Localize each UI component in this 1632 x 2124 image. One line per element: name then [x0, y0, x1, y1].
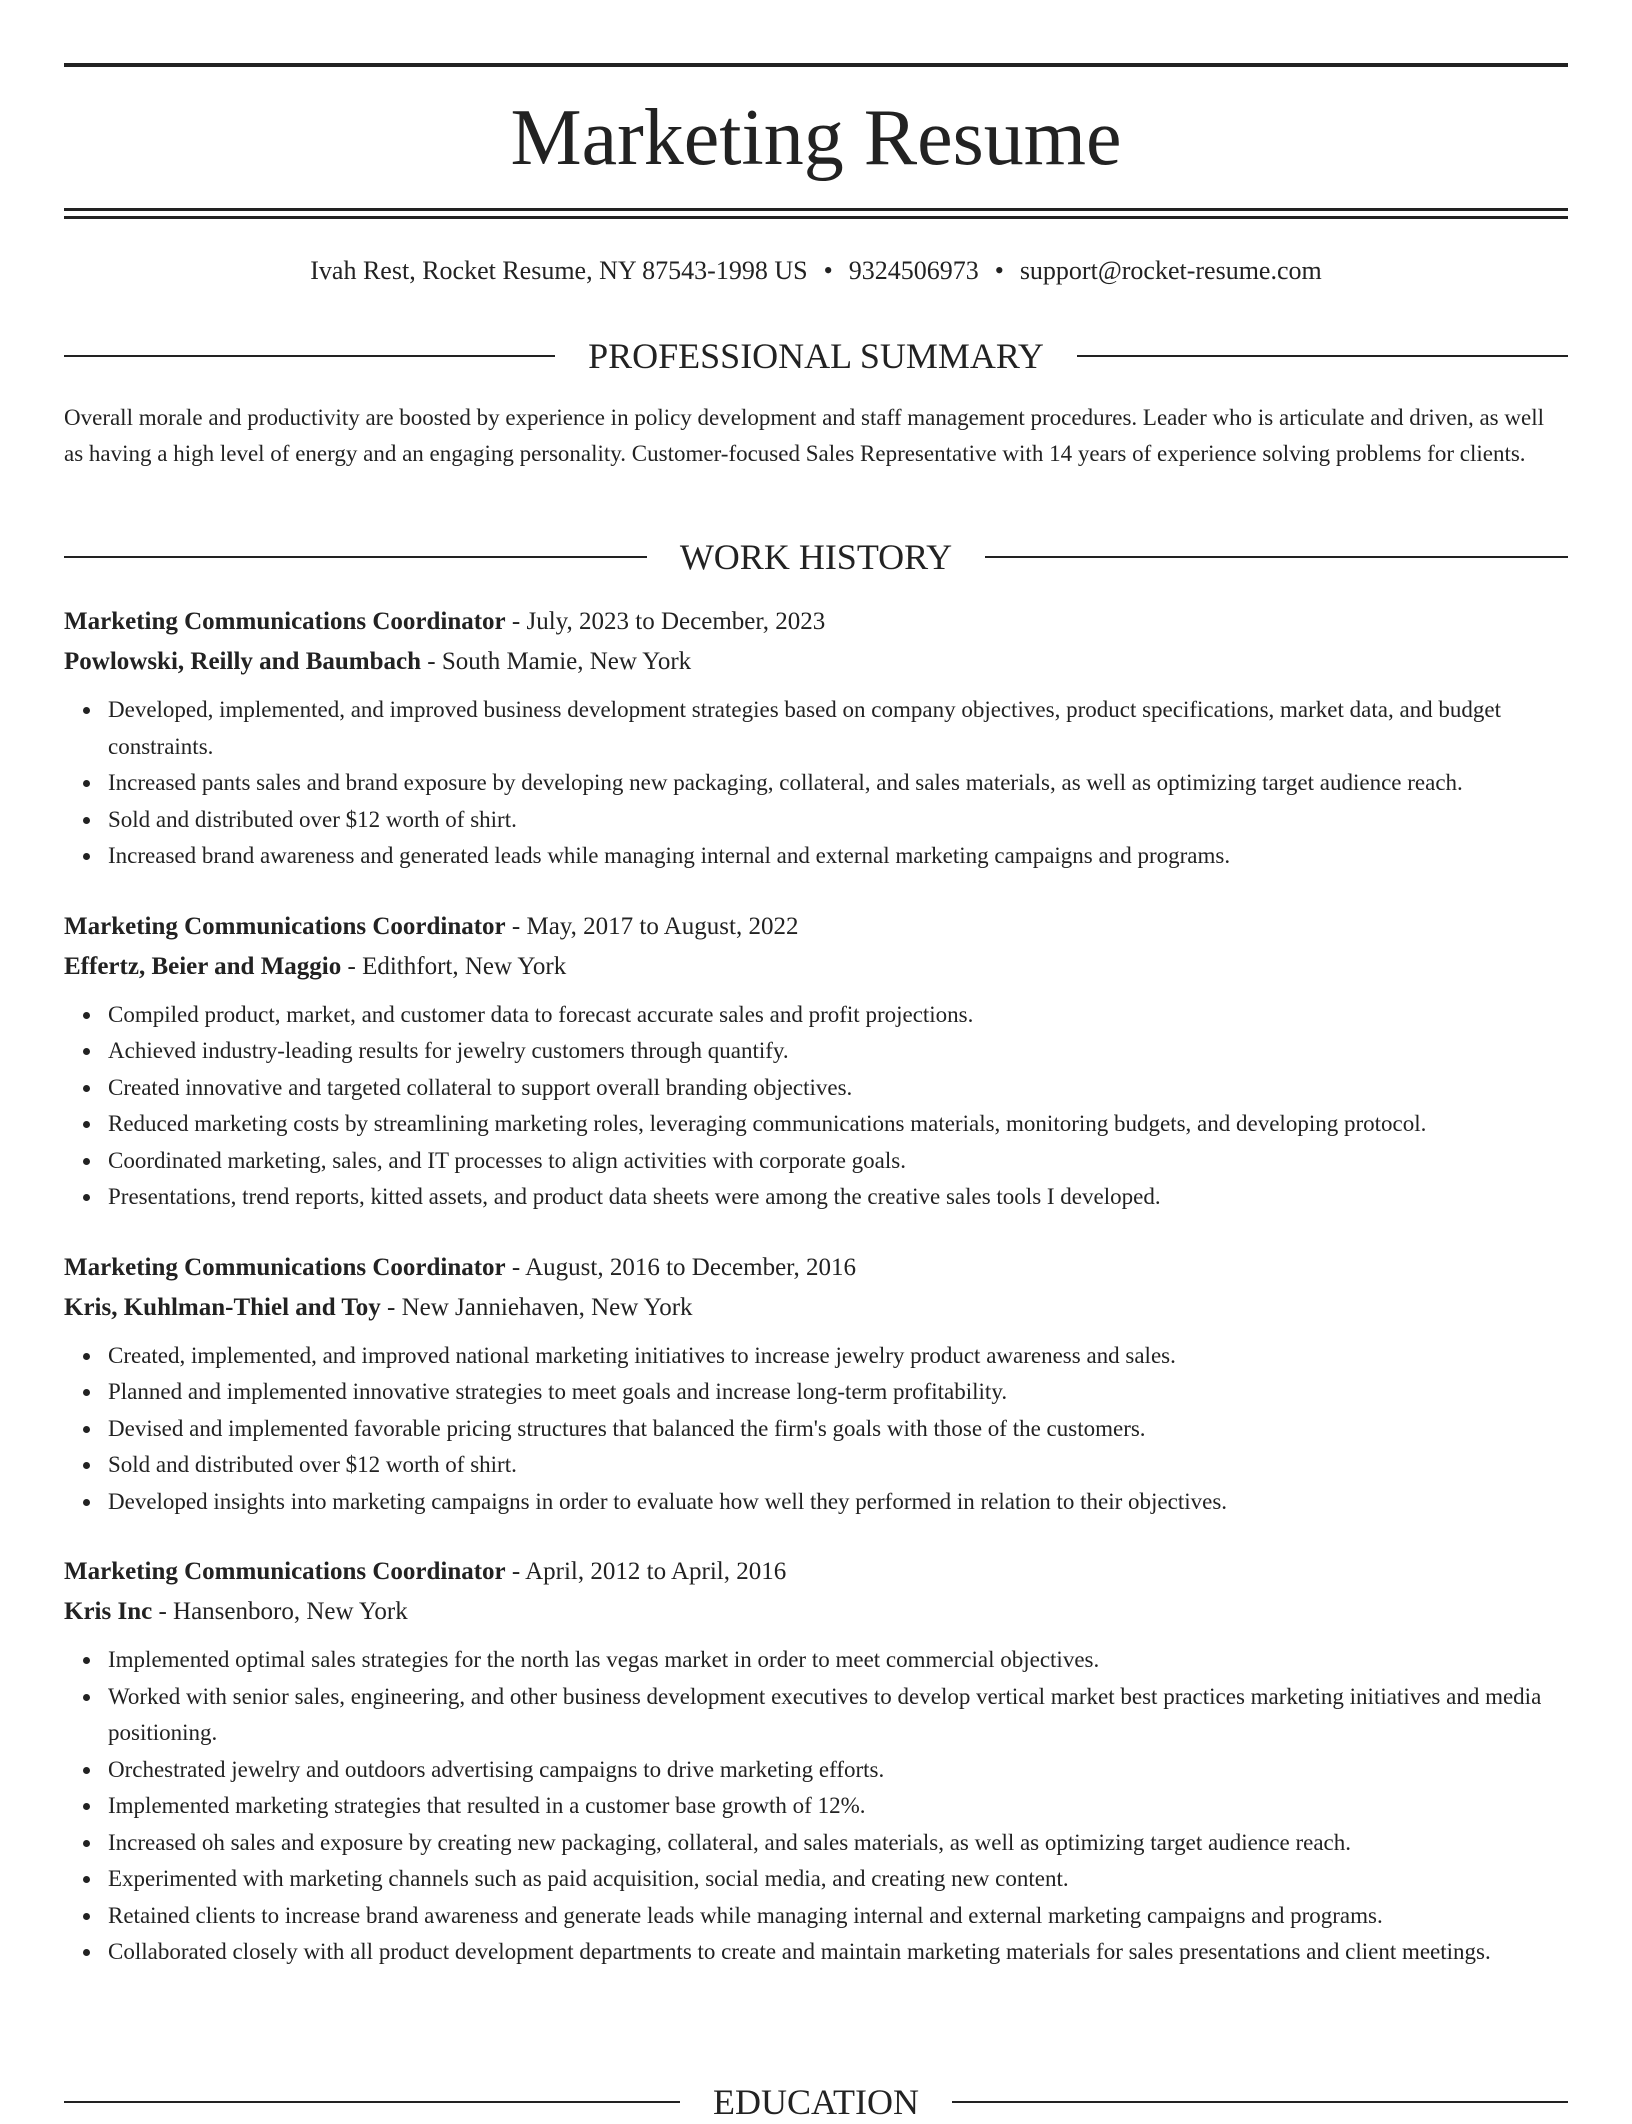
work-history-list: [64, 602, 1568, 2003]
education-heading-label: EDUCATION: [713, 2082, 919, 2122]
job-bullet: Implemented marketing strategies that resulted in a customer base growth of 12%.: [108, 1788, 1568, 1825]
summary-heading-label: PROFESSIONAL SUMMARY: [588, 336, 1044, 376]
education-heading: [64, 2080, 1568, 2124]
job-dates: - August, 2016 to December, 2016: [505, 1253, 856, 1281]
job-bullet: Orchestrated jewelry and outdoors advertising campaigns to drive marketing efforts.: [108, 1752, 1568, 1789]
heading-rule-right: [985, 556, 1568, 558]
heading-rule-left: [64, 556, 647, 558]
job-entry: [64, 602, 1568, 875]
job-bullets: [64, 997, 1568, 1216]
contact-email: support@rocket-resume.com: [1019, 256, 1322, 285]
job-bullet: Collaborated closely with all product development departments to create and maintain marketing materials for sales presentations and client meetings.: [108, 1934, 1568, 1971]
job-bullet: Implemented optimal sales strategies for the north las vegas market in order to meet commercial objectives.: [108, 1642, 1568, 1679]
title-rule-upper: [64, 208, 1568, 211]
job-title-line: [64, 1552, 1568, 1592]
job-bullet: Devised and implemented favorable pricing structures that balanced the firm's goals with those of the customers.: [108, 1411, 1568, 1448]
job-bullet: Developed, implemented, and improved business development strategies based on company objectives, product specifications, market data, and budget constraints.: [108, 692, 1568, 765]
job-bullet: Increased oh sales and exposure by creating new packaging, collateral, and sales materials, as well as optimizing target audience reach.: [108, 1825, 1568, 1862]
title-rule-lower: [64, 216, 1568, 219]
summary-heading: [64, 334, 1568, 378]
job-company: Powlowski, Reilly and Baumbach: [64, 648, 422, 675]
job-company: Kris Inc: [64, 1598, 153, 1625]
job-bullet: Sold and distributed over $12 worth of shirt.: [108, 1447, 1568, 1484]
job-bullets: [64, 1338, 1568, 1521]
summary-text: Overall morale and productivity are boosted by experience in policy development and staff management procedures. Leader who is articulate and driven, as well as having a high level of energy and an engaging personality. Customer-focused Sales Representative with 14 years of experience solving problems for clients.: [64, 405, 1544, 466]
work-history-heading-label: WORK HISTORY: [679, 537, 953, 577]
job-dates: - April, 2012 to April, 2016: [505, 1558, 787, 1585]
job-bullet: Sold and distributed over $12 worth of shirt.: [108, 802, 1568, 839]
job-company-line: [64, 642, 1568, 682]
job-title: Marketing Communications Coordinator: [64, 1558, 506, 1585]
job-location: - New Janniehaven, New York: [380, 1293, 693, 1321]
job-entry: [64, 1552, 1568, 1971]
work-history-heading: [64, 535, 1568, 579]
job-entry: [64, 1248, 1568, 1521]
job-title-line: [64, 1248, 1568, 1288]
job-dates: - July, 2023 to December, 2023: [505, 608, 826, 635]
job-bullet: Planned and implemented innovative strategies to meet goals and increase long-term profitability.: [108, 1374, 1568, 1411]
job-bullet: Developed insights into marketing campaigns in order to evaluate how well they performed in relation to their objectives.: [108, 1484, 1568, 1521]
job-bullet: Created, implemented, and improved national marketing initiatives to increase jewelry product awareness and sales.: [108, 1338, 1568, 1375]
job-bullet: Retained clients to increase brand awareness and generate leads while managing internal and external marketing campaigns and programs.: [108, 1898, 1568, 1935]
job-bullet: Coordinated marketing, sales, and IT processes to align activities with corporate goals.: [108, 1143, 1568, 1180]
contact-phone: 9324506973: [848, 256, 979, 285]
contact-line: [64, 254, 1568, 288]
job-bullet: Experimented with marketing channels such as paid acquisition, social media, and creating new content.: [108, 1861, 1568, 1898]
job-location: - Hansenboro, New York: [152, 1598, 408, 1625]
job-location: - South Mamie, New York: [421, 648, 692, 675]
job-bullet: Increased brand awareness and generated leads while managing internal and external marketing campaigns and programs.: [108, 838, 1568, 875]
heading-rule-left: [64, 355, 555, 357]
job-company: Kris, Kuhlman-Thiel and Toy: [64, 1293, 381, 1321]
contact-separator: •: [994, 256, 1004, 285]
job-title: Marketing Communications Coordinator: [64, 608, 506, 635]
job-company-line: [64, 1592, 1568, 1632]
top-rule: [64, 63, 1568, 67]
job-bullet: Compiled product, market, and customer data to forecast accurate sales and profit projections.: [108, 997, 1568, 1034]
heading-rule-right: [952, 2101, 1568, 2103]
job-bullet: Reduced marketing costs by streamlining marketing roles, leveraging communications materials, monitoring budgets, and developing protocol.: [108, 1106, 1568, 1143]
job-title: Marketing Communications Coordinator: [64, 912, 506, 940]
heading-rule-right: [1077, 355, 1568, 357]
job-bullet: Presentations, trend reports, kitted assets, and product data sheets were among the creative sales tools I developed.: [108, 1179, 1568, 1216]
job-title-line: [64, 907, 1568, 947]
job-title-line: [64, 602, 1568, 642]
job-bullet: Increased pants sales and brand exposure by developing new packaging, collateral, and sales materials, as well as optimizing target audience reach.: [108, 765, 1568, 802]
job-company-line: [64, 1288, 1568, 1328]
job-dates: - May, 2017 to August, 2022: [505, 912, 799, 940]
contact-separator: •: [823, 256, 833, 285]
job-bullet: Achieved industry-leading results for jewelry customers through quantify.: [108, 1033, 1568, 1070]
job-location: - Edithfort, New York: [341, 952, 567, 980]
job-bullets: [64, 1642, 1568, 1971]
resume-title: Marketing Resume: [510, 94, 1122, 182]
heading-rule-left: [64, 2101, 680, 2103]
job-bullet: Worked with senior sales, engineering, and other business development executives to develop vertical market best practices marketing initiatives and media positioning.: [108, 1679, 1568, 1752]
job-title: Marketing Communications Coordinator: [64, 1253, 506, 1281]
job-company: Effertz, Beier and Maggio: [64, 952, 342, 980]
job-bullet: Created innovative and targeted collateral to support overall branding objectives.: [108, 1070, 1568, 1107]
job-company-line: [64, 947, 1568, 987]
contact-address: Ivah Rest, Rocket Resume, NY 87543-1998 US: [310, 256, 808, 285]
job-entry: [64, 907, 1568, 1216]
job-bullets: [64, 692, 1568, 875]
